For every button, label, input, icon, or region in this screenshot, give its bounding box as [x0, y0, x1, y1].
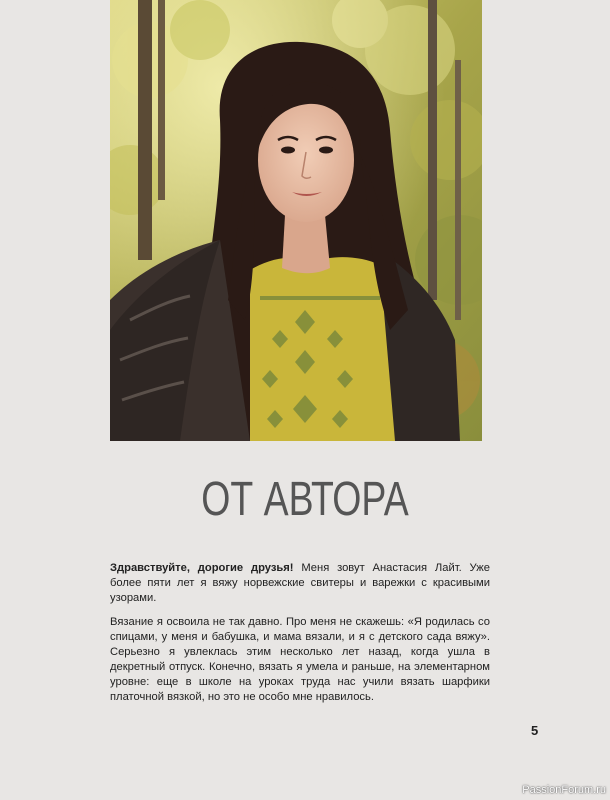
page-title: ОТ АВТОРА: [201, 473, 409, 526]
site-watermark: PassionForum.ru: [522, 784, 606, 796]
greeting: Здравствуйте, дорогие друзья!: [110, 562, 294, 574]
page-number: 5: [531, 723, 539, 738]
intro-text: Меня зовут Анастасия Лайт. Уже более пяти лет я вяжу норвежские свитеры и варежки с красивыми узорами.: [110, 562, 490, 604]
intro-paragraph: [110, 561, 490, 606]
paragraph-2: Вязание я освоила не так давно. Про меня не скажешь: «Я родилась со спицами, у меня и бабушка, и мама вязали, и я с детского сада вяжу». Серьезно я увлеклась этим несколько лет назад, когда ушла в декретный отпуск. Конечно, вязать я умела и раньше, на элементарном уровне: еще в школе на уроках труда нас учили вязать шарфики платочной вязкой, но это не особо мне нравилось.: [110, 616, 490, 703]
author-portrait-illustration: [110, 0, 482, 441]
article-body: [110, 561, 490, 714]
author-photo: [110, 0, 482, 441]
